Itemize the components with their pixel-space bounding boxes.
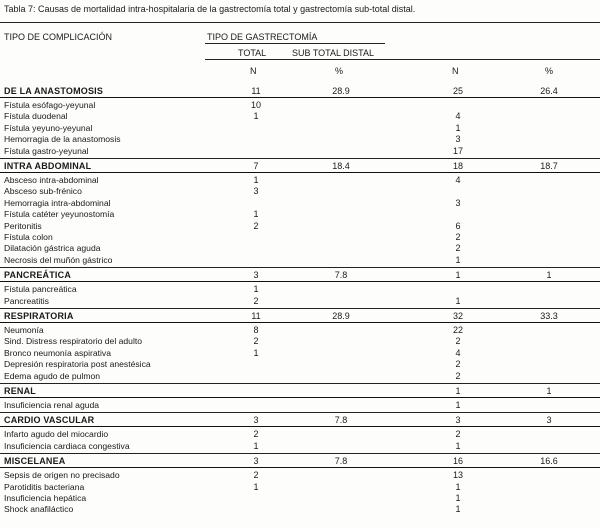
table-row xyxy=(0,284,600,295)
section-name: RENAL xyxy=(4,386,36,396)
row-n-total: 1 xyxy=(253,347,259,358)
section-name: RESPIRATORIA xyxy=(4,311,74,321)
row-n-sub: 4 xyxy=(455,175,461,185)
row-n-sub: 2 xyxy=(455,359,461,370)
table-row xyxy=(0,371,600,382)
section-name: INTRA ABDOMINAL xyxy=(4,161,92,171)
row-name: Absceso intra-abdominal xyxy=(4,175,99,185)
section-n-sub: 18 xyxy=(452,161,463,171)
row-n-sub: 1 xyxy=(455,254,461,265)
section-rule xyxy=(0,322,600,323)
table-row xyxy=(0,100,600,111)
section-n-total: 3 xyxy=(253,415,259,426)
row-n-sub: 2 xyxy=(455,429,461,440)
table-row xyxy=(0,221,600,232)
section-n-sub: 16 xyxy=(452,456,463,467)
section-pct-total: 28.9 xyxy=(332,311,350,321)
section-n-sub: 25 xyxy=(452,86,463,96)
section-pct-sub: 18.7 xyxy=(540,161,558,171)
table-row xyxy=(0,400,600,411)
row-name: Hemorragia intra-abdominal xyxy=(4,197,111,208)
section-rule xyxy=(0,172,600,173)
table-row xyxy=(0,348,600,359)
table-row xyxy=(0,336,600,347)
table-row xyxy=(0,504,600,515)
header-sub-total-distal: SUB TOTAL DISTAL xyxy=(292,48,375,58)
section-n-sub: 1 xyxy=(455,386,461,396)
section-pct-sub: 1 xyxy=(546,386,552,396)
section-n-total: 3 xyxy=(253,456,259,467)
header-rule-2 xyxy=(205,59,600,60)
section-rule xyxy=(0,158,600,159)
section-pct-sub: 33.3 xyxy=(540,311,558,321)
row-name: Fístula catéter yeyunostomía xyxy=(4,209,115,220)
row-n-sub: 2 xyxy=(455,336,461,347)
row-n-total: 2 xyxy=(253,336,259,347)
section-rule xyxy=(0,397,600,398)
row-n-total: 1 xyxy=(253,175,259,185)
section-header xyxy=(0,86,600,97)
table-row xyxy=(0,198,600,209)
section-pct-sub: 26.4 xyxy=(540,86,558,96)
table-row xyxy=(0,209,600,220)
row-n-sub: 1 xyxy=(455,493,461,503)
row-name: Shock anafiláctico xyxy=(4,504,74,515)
row-n-sub: 6 xyxy=(455,220,461,231)
section-rule xyxy=(0,426,600,427)
row-n-sub: 4 xyxy=(455,111,461,122)
section-n-total: 7 xyxy=(253,161,259,171)
row-n-total: 1 xyxy=(253,284,259,295)
header-n-total: N xyxy=(250,66,257,76)
row-n-sub: 4 xyxy=(455,347,461,358)
section-pct-total: 7.8 xyxy=(334,456,348,467)
row-n-sub: 1 xyxy=(455,295,461,306)
section-rule xyxy=(0,383,600,384)
table-row xyxy=(0,186,600,197)
section-name: CARDIO VASCULAR xyxy=(4,415,95,426)
top-rule xyxy=(0,22,600,23)
row-n-sub: 17 xyxy=(452,145,463,156)
row-name: Neumonía xyxy=(4,325,44,335)
row-name: Infarto agudo del miocardio xyxy=(4,429,109,440)
section-n-total: 11 xyxy=(251,311,261,321)
table-row xyxy=(0,493,600,504)
row-name: Insuficiencia cardiaca congestiva xyxy=(4,440,130,451)
row-name: Fístula yeyuno-yeyunal xyxy=(4,122,93,133)
table-row xyxy=(0,146,600,157)
section-pct-total: 7.8 xyxy=(334,270,348,281)
section-header xyxy=(0,456,600,467)
section-n-sub: 32 xyxy=(452,311,463,321)
section-name: DE LA ANASTOMOSIS xyxy=(4,86,104,96)
table-row xyxy=(0,243,600,254)
row-n-sub: 2 xyxy=(455,243,461,254)
row-name: Fístula pancreática xyxy=(4,284,77,295)
section-pct-sub: 3 xyxy=(546,415,552,426)
section-rule xyxy=(0,453,600,454)
table-row xyxy=(0,175,600,186)
section-pct-sub: 16.6 xyxy=(540,456,558,467)
row-n-total: 2 xyxy=(253,295,259,306)
section-n-total: 3 xyxy=(253,270,259,281)
row-n-sub: 22 xyxy=(452,325,463,335)
table-row xyxy=(0,111,600,122)
row-name: Fístula gastro-yeyunal xyxy=(4,145,89,156)
table-row xyxy=(0,482,600,493)
row-name: Edema agudo de pulmon xyxy=(4,370,101,381)
row-n-sub: 1 xyxy=(455,440,461,451)
row-name: Sind. Distress respiratorio del adulto xyxy=(4,336,143,347)
table-row xyxy=(0,359,600,370)
row-n-total: 2 xyxy=(253,220,259,231)
row-name: Dilatación gástrica aguda xyxy=(4,243,101,254)
row-n-total: 1 xyxy=(253,111,259,122)
section-header xyxy=(0,415,600,426)
row-n-sub: 2 xyxy=(455,232,461,242)
table-row xyxy=(0,255,600,266)
row-name: Fístula colon xyxy=(4,232,53,242)
row-n-sub: 3 xyxy=(455,197,461,208)
header-total: TOTAL xyxy=(238,48,267,58)
row-name: Sepsis de origen no precisado xyxy=(4,470,120,481)
section-pct-total: 18.4 xyxy=(332,161,350,171)
section-rule xyxy=(0,412,600,413)
row-name: Parotiditis bacteriana xyxy=(4,481,85,492)
row-n-sub: 1 xyxy=(455,504,461,515)
section-rule xyxy=(0,467,600,468)
row-name: Fístula esófago-yeyunal xyxy=(4,100,96,110)
header-pct-total: % xyxy=(335,66,344,76)
header-rule-1 xyxy=(205,43,385,44)
header-n-sub: N xyxy=(452,66,459,76)
section-n-total: 11 xyxy=(251,86,261,96)
row-name: Depresión respiratoria post anestésica xyxy=(4,359,151,370)
row-n-sub: 1 xyxy=(455,481,461,492)
row-name: Absceso sub-frénico xyxy=(4,186,82,197)
row-name: Hemorragia de la anastomosis xyxy=(4,134,121,145)
section-pct-total: 7.8 xyxy=(334,415,348,426)
table-row xyxy=(0,470,600,481)
row-n-total: 1 xyxy=(253,209,259,220)
row-n-sub: 1 xyxy=(455,122,461,133)
section-pct-total: 28.9 xyxy=(332,86,350,96)
table-row xyxy=(0,441,600,452)
row-n-total: 2 xyxy=(253,470,259,481)
section-n-sub: 3 xyxy=(455,415,461,426)
row-n-sub: 1 xyxy=(455,400,461,410)
table-row xyxy=(0,232,600,243)
header-pct-sub: % xyxy=(545,66,554,76)
table-row xyxy=(0,134,600,145)
row-name: Insuficiencia renal aguda xyxy=(4,400,100,410)
row-name: Insuficiencia hepática xyxy=(4,493,87,503)
section-name: PANCREÁTICA xyxy=(4,270,72,281)
section-header xyxy=(0,270,600,281)
row-name: Bronco neumonía aspirativa xyxy=(4,347,112,358)
row-n-sub: 13 xyxy=(452,470,463,481)
table-row xyxy=(0,296,600,307)
table-row xyxy=(0,429,600,440)
section-header xyxy=(0,311,600,322)
table-row xyxy=(0,325,600,336)
section-rule xyxy=(0,281,600,282)
section-rule xyxy=(0,267,600,268)
section-pct-sub: 1 xyxy=(546,270,552,281)
header-tipo-gastrectomia: TIPO DE GASTRECTOMÍA xyxy=(207,32,318,42)
row-n-total: 1 xyxy=(253,481,259,492)
section-rule xyxy=(0,97,600,98)
row-n-total: 8 xyxy=(253,325,259,335)
section-header xyxy=(0,386,600,397)
row-n-total: 2 xyxy=(253,429,259,440)
table-row xyxy=(0,123,600,134)
section-rule xyxy=(0,308,600,309)
row-n-sub: 3 xyxy=(455,134,461,145)
section-name: MISCELANEA xyxy=(4,456,66,467)
row-n-total: 1 xyxy=(253,440,259,451)
section-header xyxy=(0,161,600,172)
row-name: Pancreatitis xyxy=(4,295,49,306)
section-n-sub: 1 xyxy=(455,270,461,281)
row-name: Peritonitis xyxy=(4,220,42,231)
table-caption: Tabla 7: Causas de mortalidad intra-hospitalaria de la gastrectomía total y gastrectomía sub-total distal. xyxy=(4,4,416,14)
row-n-total: 10 xyxy=(250,100,261,110)
row-name: Necrosis del muñón gástrico xyxy=(4,254,113,265)
row-n-total: 3 xyxy=(253,186,259,197)
row-name: Fístula duodenal xyxy=(4,111,68,122)
header-tipo-complicacion: TIPO DE COMPLICACIÓN xyxy=(4,32,113,42)
row-n-sub: 2 xyxy=(455,370,461,381)
